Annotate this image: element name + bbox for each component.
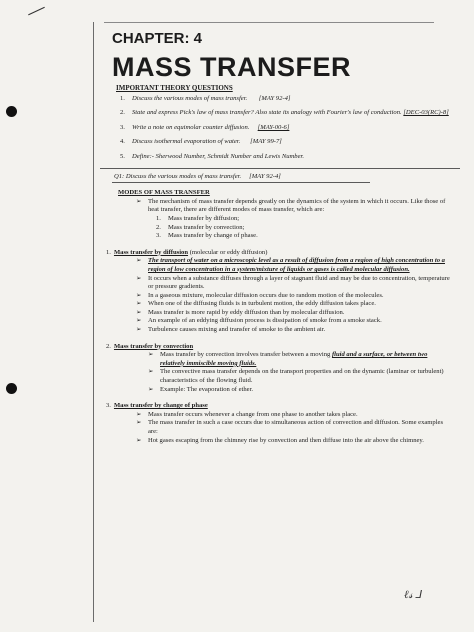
- bullet-item: ➢ It occurs when a substance diffuses through a layer of stagnant fluid and may be due to concentration, temperature or pressure gradients.: [136, 274, 450, 291]
- arrow-bullet-icon: ➢: [148, 368, 154, 376]
- q1-ref: [MAY 92-4]: [249, 172, 281, 180]
- margin-rule: [93, 22, 94, 622]
- punch-hole-bottom: [6, 383, 17, 394]
- list-item: 1. Mass transfer by diffusion;: [156, 214, 240, 222]
- bullet-text: The mechanism of mass transfer depends greatly on the dynamics of the system in which it occurs. Like those of heat transfer, there are different modes of mass transfer, which are:: [148, 197, 446, 214]
- arrow-bullet-icon: ➢: [136, 291, 142, 299]
- question-item: [120, 153, 452, 162]
- chapter-label: CHAPTER: 4: [112, 30, 203, 47]
- bullet-item: ➢ Mass transfer is more rapid by eddy diffusion than by molecular diffusion.: [136, 308, 345, 316]
- bullet-item: [136, 257, 452, 274]
- question-text: Define:- Sherwood Number, Schmidt Number and Lewis Number.: [132, 152, 304, 160]
- section3-heading: 3. Mass transfer by change of phase: [106, 402, 208, 410]
- page-title: MASS TRANSFER: [112, 52, 352, 82]
- question-ref: [MAY-00-6]: [257, 123, 290, 131]
- bullet-item: ➢ When one of the diffusing fluids is in turbulent motion, the eddy diffusion takes place.: [136, 300, 376, 308]
- modes-heading: MODES OF MASS TRANSFER: [118, 189, 210, 197]
- section2-title: Mass transfer by convection: [113, 342, 194, 350]
- question-number: 5.: [120, 152, 125, 160]
- question-item: [120, 95, 452, 104]
- question-ref: [DEC-03(RC)-8]: [403, 109, 449, 117]
- arrow-bullet-icon: ➢: [136, 436, 142, 444]
- bullet-item: ➢ Example: The evaporation of ether.: [148, 385, 254, 393]
- bullet-item: ➢ In a gaseous mixture, molecular diffusion occurs due to random motion of the molecules.: [136, 291, 384, 299]
- bullet-item: [136, 198, 452, 215]
- arrow-bullet-icon: ➢: [148, 385, 154, 393]
- q1-heading: [114, 173, 452, 182]
- list-item: 2. Mass transfer by convection;: [156, 223, 245, 231]
- arrow-bullet-icon: ➢: [136, 326, 142, 334]
- question-text: Discuss the various modes of mass transfer.: [132, 94, 248, 102]
- question-ref: [MAY 99-7]: [250, 138, 282, 146]
- bullet-item: ➢ Mass transfer occurs whenever a change from one phase to another takes place.: [136, 410, 358, 418]
- arrow-bullet-icon: ➢: [136, 308, 142, 316]
- question-number: 4.: [120, 138, 125, 146]
- section1-title: Mass transfer by diffusion: [113, 248, 189, 256]
- bullet-item: ➢ Hot gases escaping from the chimney rise by convection and then diffuse into the air above the chimney.: [136, 436, 424, 444]
- arrow-bullet-icon: ➢: [136, 257, 142, 265]
- pen-mark: [28, 7, 50, 26]
- q1-text: Q1: Discuss the various modes of mass transfer.: [114, 172, 242, 180]
- question-number: 2.: [120, 109, 125, 117]
- handwritten-signature: ℓ𝓈 ⅃: [404, 589, 422, 601]
- modes-list: [156, 215, 452, 241]
- question-text: State and express Pick's law of mass transfer? Also state its analogy with Fourier's law of conduction.: [132, 109, 402, 117]
- important-heading: IMPORTANT THEORY QUESTIONS: [116, 84, 233, 92]
- section1-suffix: (molecular or eddy diffusion): [189, 248, 268, 256]
- arrow-bullet-icon: ➢: [136, 317, 142, 325]
- section3-title: Mass transfer by change of phase: [113, 402, 208, 410]
- arrow-bullet-icon: ➢: [136, 419, 142, 427]
- section2-heading: 2. Mass transfer by convection: [106, 342, 194, 350]
- question-text: Write a note on equimolar counter diffusion.: [132, 123, 250, 131]
- bullet-item: ➢ The convective mass transfer depends on the transport properties and on the dynamic (laminar or turbulent) characteristics of the flowing fluid.: [148, 368, 444, 385]
- bullet-item: ➢ The mass transfer in such a case occurs due to simultaneous action of convection and diffusion. Some examples are:: [136, 419, 444, 435]
- bullet-item: ➢ An example of an eddying diffusion process is dissipation of smoke from a smoke stack.: [136, 317, 382, 325]
- punch-hole-top: [6, 106, 17, 117]
- question-item: [120, 109, 452, 118]
- question-text: Discuss isothermal evaporation of water.: [132, 138, 241, 146]
- arrow-bullet-icon: ➢: [136, 410, 142, 418]
- definition-text: The transport of water on a microscopic level as a result of diffusion from a region of high concentration to a region of low concentration in a system/mixture of liquids or gases is called molecular diffusion.: [148, 257, 445, 273]
- top-rule: [104, 22, 434, 23]
- arrow-bullet-icon: ➢: [136, 300, 142, 308]
- question-number: 3.: [120, 123, 125, 131]
- question-number: 1.: [120, 94, 125, 102]
- arrow-bullet-icon: ➢: [148, 351, 154, 359]
- page-content: [106, 30, 452, 445]
- arrow-bullet-icon: ➢: [136, 197, 142, 205]
- question-ref: [MAY 92-4]: [258, 94, 291, 102]
- section1-heading: 1. Mass transfer by diffusion (molecular or eddy diffusion): [106, 248, 268, 256]
- bullet-item: ➢ Turbulence causes mixing and transfer of smoke to the ambient air.: [136, 326, 326, 334]
- question-item: [120, 138, 452, 147]
- question-item: [120, 124, 452, 133]
- bullet-item: ➢ Mass transfer by convection involves transfer between a moving fluid and a surface, or between two relatively immiscible moving fluids.: [148, 351, 428, 367]
- q1-underline: [112, 182, 370, 183]
- arrow-bullet-icon: ➢: [136, 274, 142, 282]
- list-item: 3. Mass transfer by change of phase.: [156, 232, 258, 240]
- section-divider: [100, 168, 460, 169]
